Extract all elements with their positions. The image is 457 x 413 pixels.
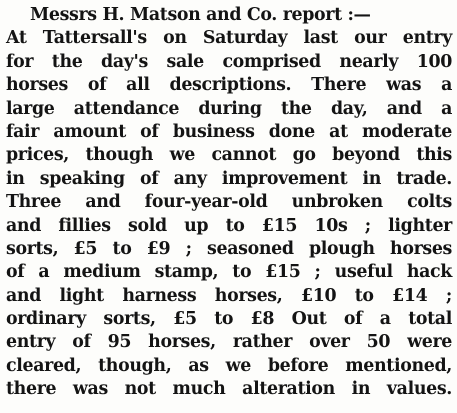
article-line: and light harness horses, £10 to £14 ; bbox=[6, 285, 452, 306]
article-text bbox=[6, 4, 452, 402]
article-line: Messrs H. Matson and Co. report :— bbox=[30, 5, 371, 25]
article-line: sorts, £5 to £9 ; seasoned plough horses bbox=[6, 238, 452, 259]
article-line: At Tattersall's on Saturday last our entry bbox=[6, 28, 452, 49]
article-line: prices, though we cannot go beyond this bbox=[6, 145, 452, 166]
article-line: Three and four-year-old unbroken colts bbox=[6, 192, 452, 213]
article-line: of a medium stamp, to £15 ; useful hack bbox=[6, 262, 452, 283]
article-line: fair amount of business done at moderate bbox=[6, 121, 452, 142]
article-line: horses of all descriptions. There was a bbox=[6, 75, 452, 96]
article-line: there was not much alteration in values. bbox=[6, 379, 452, 400]
article-line: for the day's sale comprised nearly 100 bbox=[6, 51, 452, 72]
article-line: and fillies sold up to £15 10s ; lighter bbox=[6, 215, 452, 236]
article-line: entry of 95 horses, rather over 50 were bbox=[6, 332, 452, 353]
article-line: ordinary sorts, £5 to £8 Out of a total bbox=[6, 309, 452, 330]
article-line: in speaking of any improvement in trade. bbox=[6, 168, 452, 189]
article-line: large attendance during the day, and a bbox=[6, 98, 452, 119]
article-line: cleared, though, as we before mentioned, bbox=[6, 355, 452, 376]
